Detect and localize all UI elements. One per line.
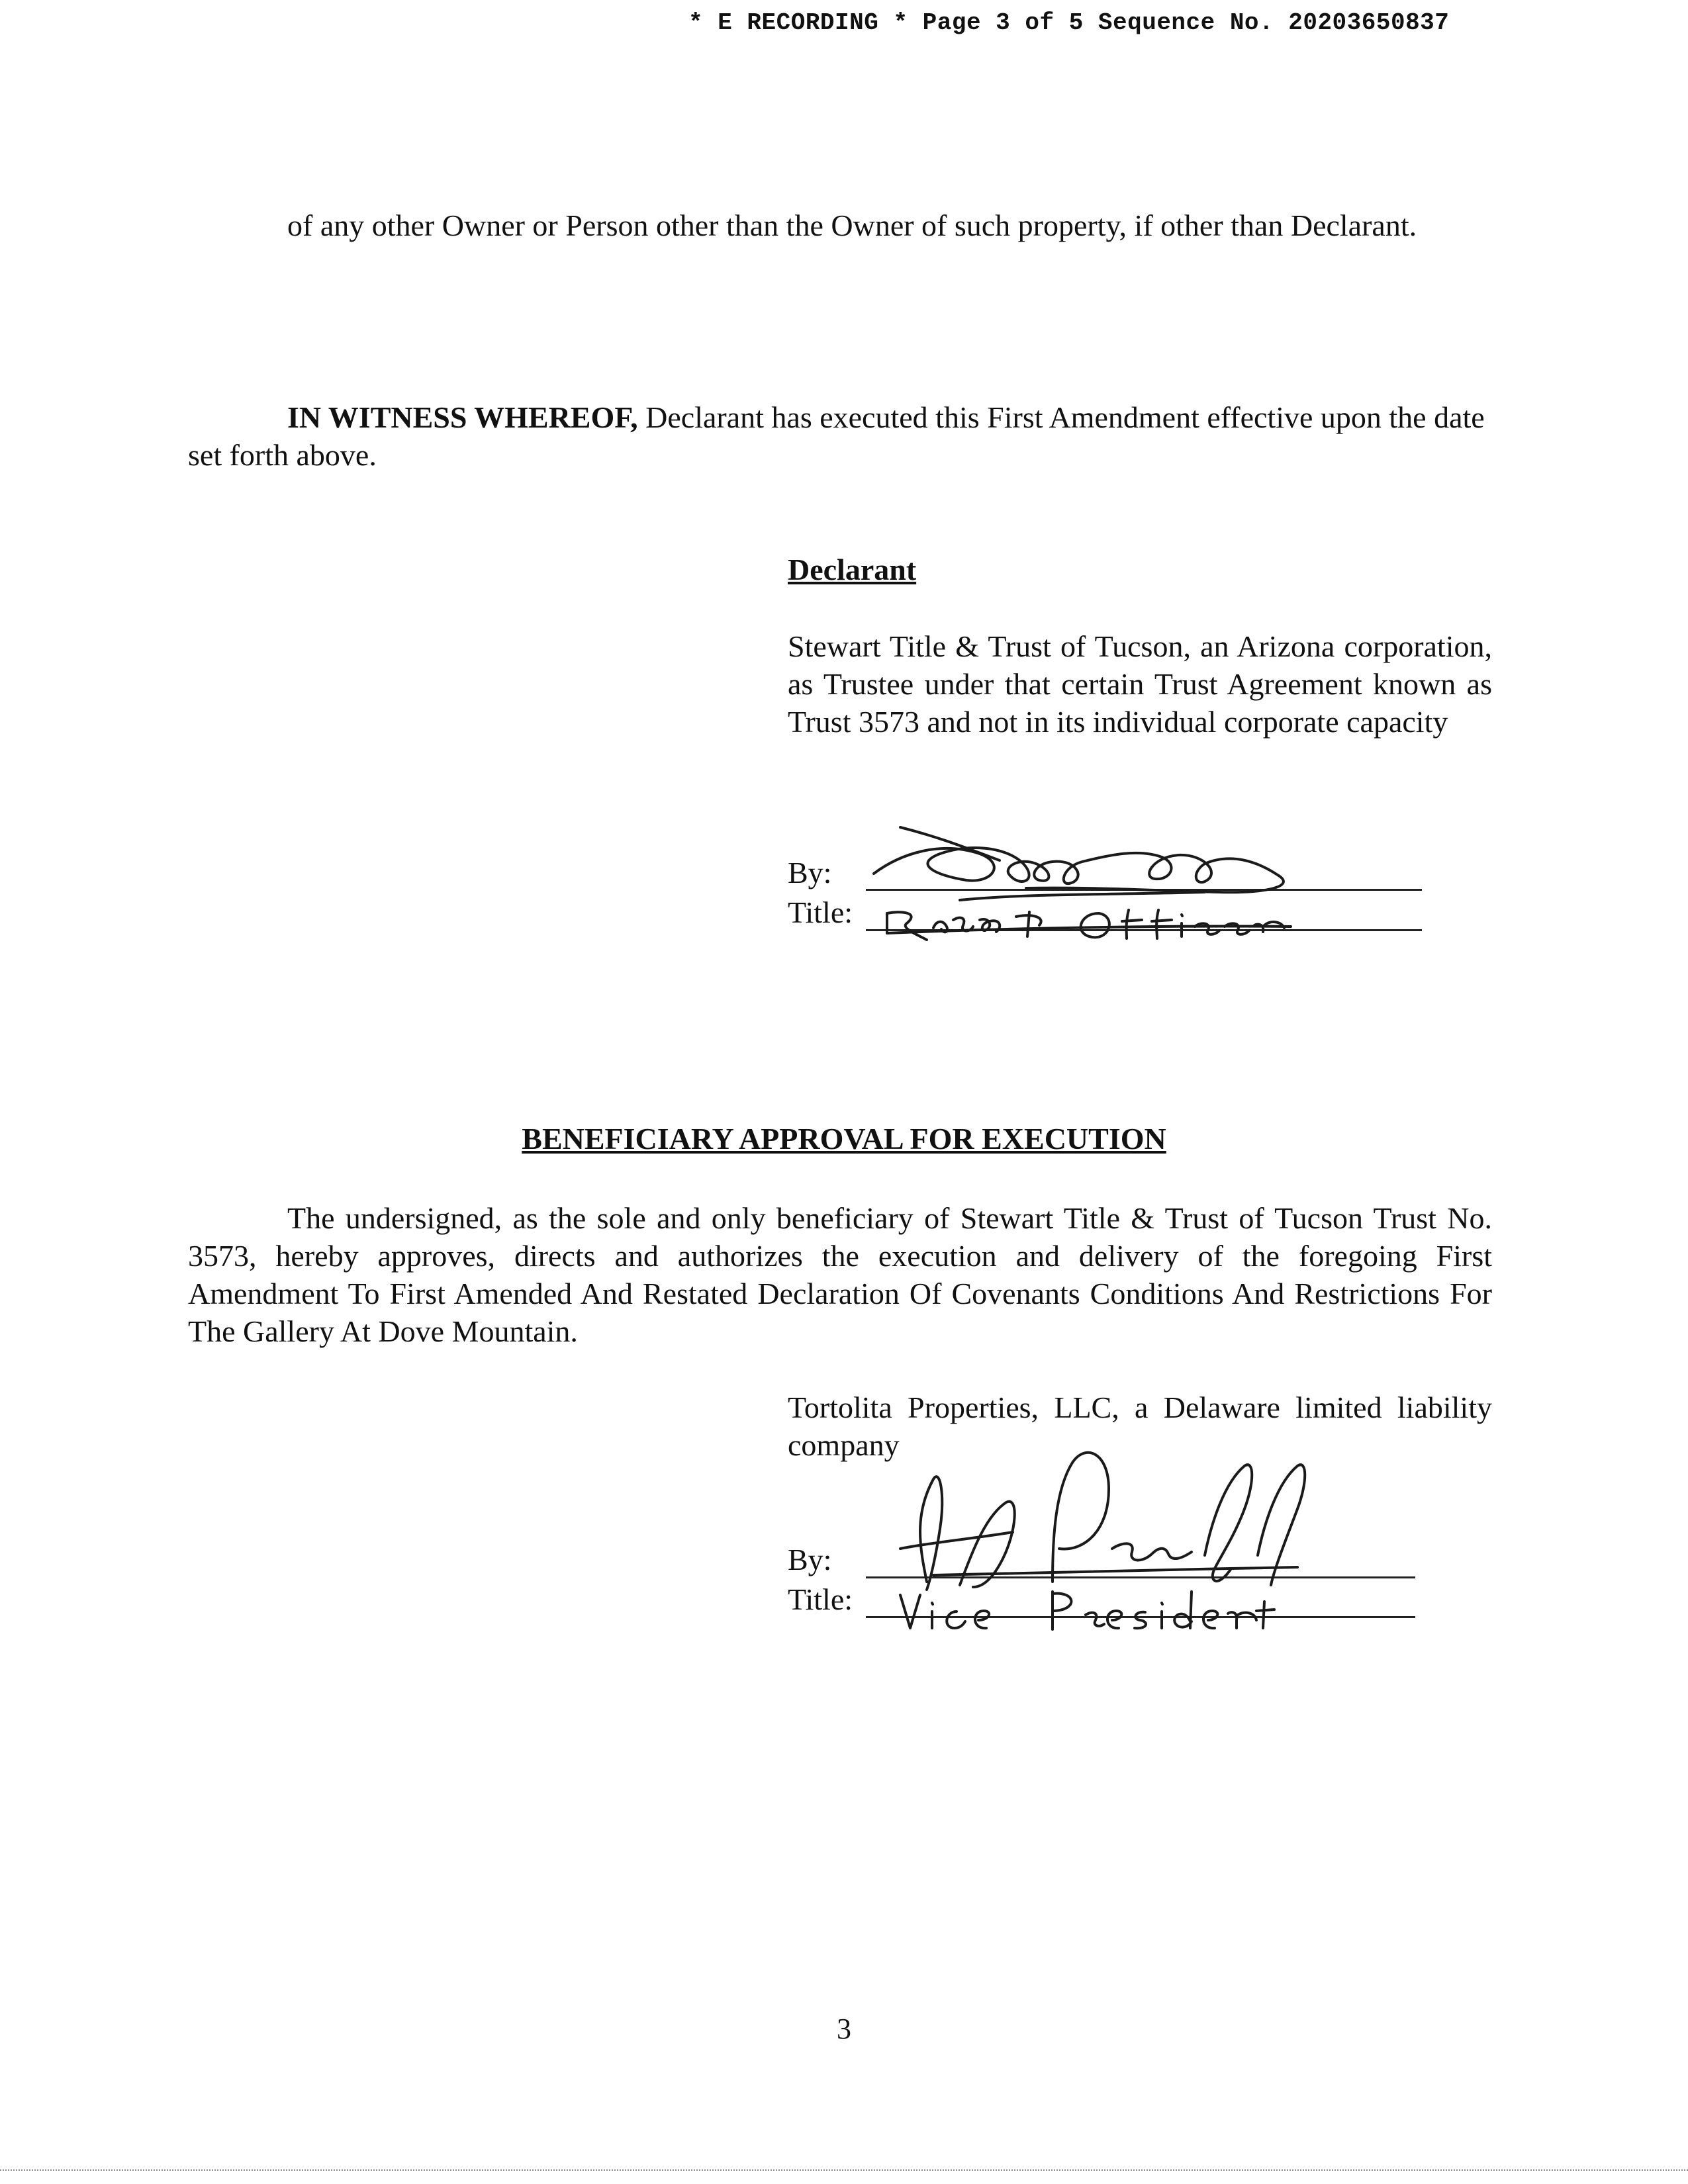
beneficiary-heading-text: BENEFICIARY APPROVAL FOR EXECUTION bbox=[522, 1122, 1166, 1156]
recording-header: * E RECORDING * Page 3 of 5 Sequence No. 20203650837 bbox=[688, 9, 1450, 36]
declarant-heading: Declarant bbox=[788, 553, 917, 586]
witness-paragraph bbox=[188, 398, 1492, 474]
declarant-by-label: By: bbox=[788, 856, 832, 889]
tortolita-by-label: By: bbox=[788, 1543, 832, 1576]
beneficiary-heading bbox=[0, 1121, 1688, 1156]
page-number: 3 bbox=[837, 2013, 851, 2045]
witness-text: Declarant has executed this First Amendment effective upon the date set forth above. bbox=[188, 400, 1485, 472]
declarant-title-handwriting bbox=[880, 887, 1383, 953]
footer-rule bbox=[0, 2169, 1688, 2171]
witness-bold-lead: IN WITNESS WHEREOF, bbox=[287, 400, 638, 434]
declarant-title-label: Title: bbox=[788, 895, 853, 929]
beneficiary-paragraph: The undersigned, as the sole and only beneficiary of Stewart Title & Trust of Tucson Trust No. 3573, hereby approves, directs and authorizes the execution and delivery of the foregoing First Amendment To First Amended And Restated Declaration Of Covenants Conditions And Restrictions For The Gallery At Dove Mountain. bbox=[188, 1201, 1492, 1348]
tortolita-description: Tortolita Properties, LLC, a Delaware limited liability company bbox=[788, 1390, 1492, 1462]
declarant-description: Stewart Title & Trust of Tucson, an Arizona corporation, as Trustee under that certain Trust Agreement known as Trust 3573 and not in its individual corporate capacity bbox=[788, 629, 1492, 739]
tortolita-title-label: Title: bbox=[788, 1582, 853, 1616]
tortolita-title-handwriting bbox=[894, 1582, 1304, 1641]
continuation-paragraph: of any other Owner or Person other than the Owner of such property, if other than Declarant. bbox=[287, 208, 1417, 242]
